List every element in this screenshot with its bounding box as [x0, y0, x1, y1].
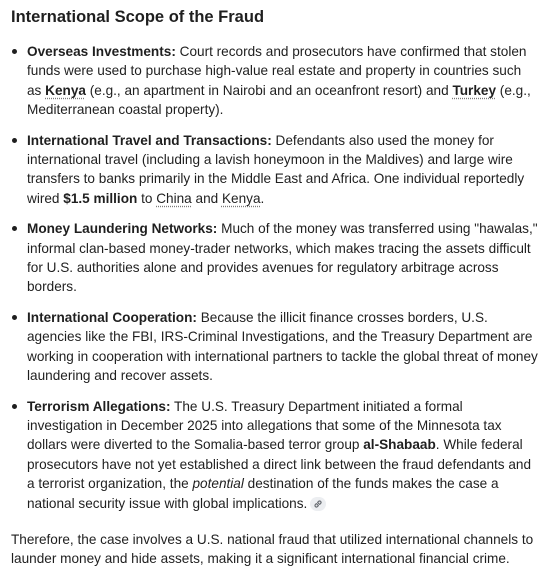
item-text: (e.g., an apartment in Nairobi and an oceanfront resort) and — [85, 82, 453, 98]
amount-text: $1.5 million — [63, 190, 138, 206]
source-link-button[interactable] — [310, 497, 326, 511]
entity-link-china[interactable]: China — [156, 190, 192, 206]
item-text: . — [260, 190, 265, 206]
entity-link-turkey[interactable]: Turkey — [452, 82, 497, 98]
item-lead: Money Laundering Networks: — [27, 221, 218, 237]
list-item-money-laundering — [11, 219, 538, 297]
group-name: al-Shabaab — [363, 437, 436, 453]
item-text: to — [137, 190, 157, 206]
item-text: Defendants also used the money for international travel (including a lavish honeymoon in the Maldives) and large wire transfers to banks primarily in the Middle East and Africa. One individual reportedly wired — [27, 132, 525, 206]
bullet-icon — [12, 226, 17, 231]
item-text: . While federal prosecutors have not yet established a direct link between the fraud defendants and a terrorist organization, the — [27, 437, 532, 492]
section-heading: International Scope of the Fraud — [11, 8, 265, 26]
item-text: Court records and prosecutors have confirmed that stolen funds were used to purchase high-value real estate and property in countries such as — [27, 44, 527, 98]
item-lead: International Travel and Transactions: — [27, 132, 272, 148]
list-item-terrorism-allegations — [11, 397, 538, 513]
bullet-icon — [12, 404, 17, 409]
bullet-icon — [12, 315, 17, 320]
list-item-international-travel — [11, 131, 538, 209]
entity-link-kenya[interactable]: Kenya — [221, 190, 261, 206]
item-text: Much of the money was transferred using "hawalas," informal clan-based money-trader networks, which makes tracing the assets difficult for U.S. authorities alone and provides avenues for regulatory arbitrage across borders. — [27, 221, 538, 295]
bullet-icon — [12, 138, 17, 143]
item-text: and — [191, 190, 222, 206]
bullet-icon — [12, 49, 17, 54]
list-item-international-cooperation — [11, 308, 538, 386]
item-text: (e.g., Mediterranean coastal property). — [27, 82, 531, 118]
item-text: The U.S. Treasury Department initiated a formal investigation in December 2025 into allegations that some of the Minnesota tax dollars were diverted to the Somalia-based terror group — [27, 398, 502, 453]
bullet-list — [11, 42, 538, 513]
list-item-overseas-investments — [11, 42, 538, 120]
item-lead: Overseas Investments: — [27, 44, 176, 59]
item-text: destination of the funds makes the case a national security issue with global implications. — [27, 476, 499, 511]
emphasis-text: potential — [192, 476, 244, 492]
entity-link-kenya[interactable]: Kenya — [45, 82, 86, 98]
item-lead: International Cooperation: — [27, 309, 197, 325]
item-lead: Terrorism Allegations: — [27, 398, 171, 414]
item-text: Because the illicit finance crosses borders, U.S. agencies like the FBI, IRS-Criminal Investigations, and the Treasury Department are working in cooperation with international partners to tackle the global threat of money laundering and recover assets. — [27, 309, 538, 384]
link-icon — [313, 499, 323, 509]
conclusion-paragraph: Therefore, the case involves a U.S. national fraud that utilized international channels to launder money and hide assets, making it a significant international financial crime. — [11, 531, 534, 567]
